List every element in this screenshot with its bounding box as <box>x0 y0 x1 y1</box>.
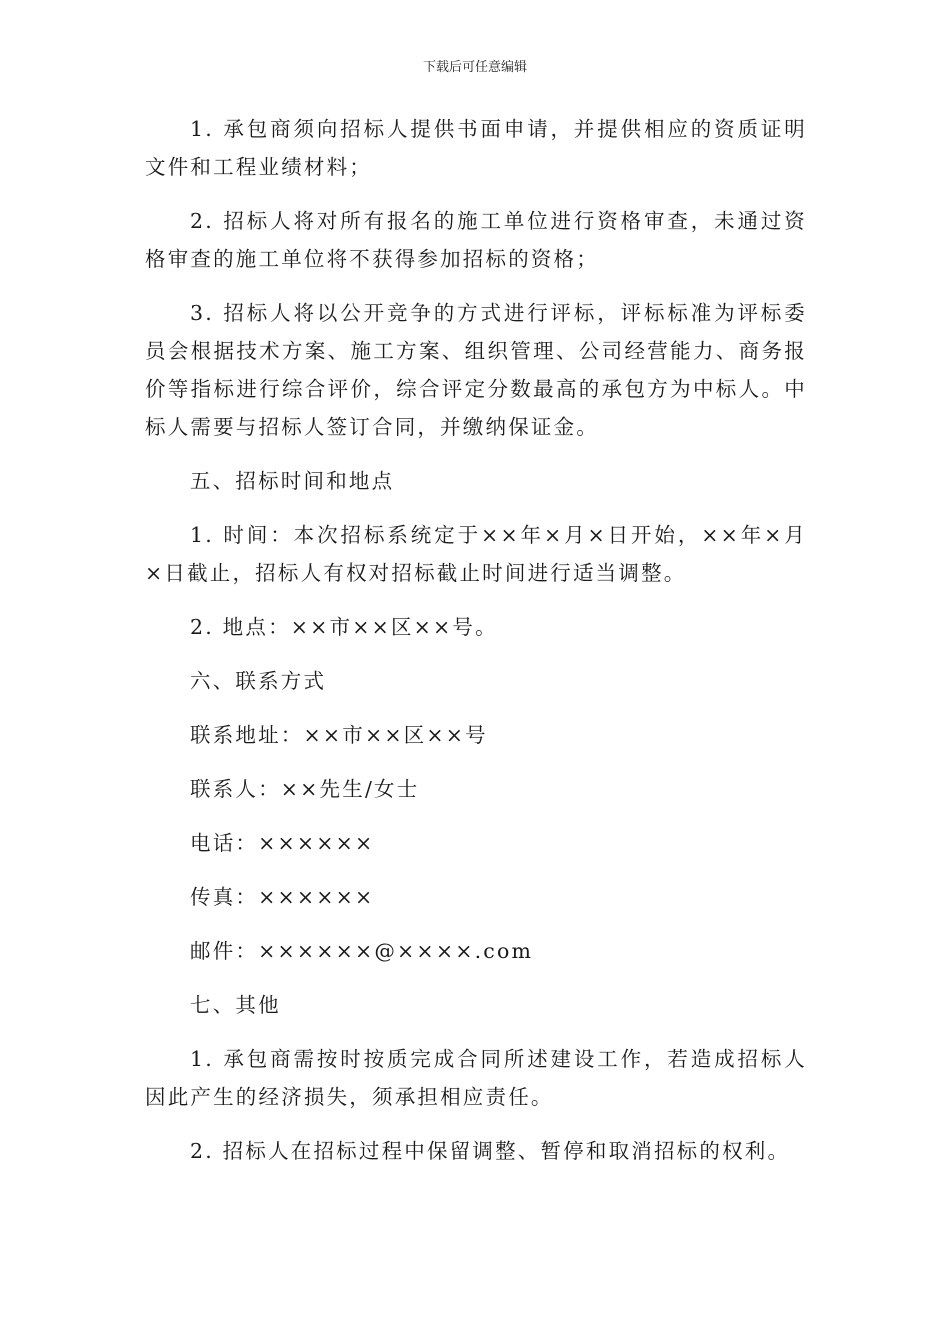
paragraph-time: 1. 时间：本次招标系统定于××年×月×日开始，××年×月×日截止，招标人有权对招标截止时间进行适当调整。 <box>145 523 807 585</box>
page-header-note: 下载后可任意编辑 <box>422 60 527 75</box>
paragraph-contractor-liability: 1. 承包商需按时按质完成合同所述建设工作，若造成招标人因此产生的经济损失，须承担相应责任。 <box>145 1047 807 1109</box>
paragraph-bid-evaluation: 3. 招标人将以公开竞争的方式进行评标，评标标准为评标委员会根据技术方案、施工方案、组织管理、公司经营能力、商务报价等指标进行综合评价，综合评定分数最高的承包方为中标人。中标人需要与招标人签订合同，并缴纳保证金。 <box>145 301 807 439</box>
paragraph-qualification-application: 1. 承包商须向招标人提供书面申请，并提供相应的资质证明文件和工程业绩材料； <box>145 117 807 179</box>
contact-address: 联系地址：××市××区××号 <box>190 723 488 747</box>
section-heading-other: 七、其他 <box>190 993 281 1017</box>
contact-phone: 电话：×××××× <box>190 831 375 855</box>
contact-fax: 传真：×××××× <box>190 885 375 909</box>
section-heading-time-location: 五、招标时间和地点 <box>190 469 395 493</box>
contact-email: 邮件：××××××@××××.com <box>190 939 534 963</box>
contact-person: 联系人：××先生/女士 <box>190 777 420 801</box>
paragraph-tenderer-rights: 2. 招标人在招标过程中保留调整、暂停和取消招标的权利。 <box>190 1139 791 1163</box>
paragraph-location: 2. 地点：××市××区××号。 <box>190 615 498 639</box>
section-heading-contact: 六、联系方式 <box>190 669 327 693</box>
document-body <box>145 110 807 1186</box>
paragraph-qualification-review: 2. 招标人将对所有报名的施工单位进行资格审查，未通过资格审查的施工单位将不获得参加招标的资格； <box>145 209 807 271</box>
